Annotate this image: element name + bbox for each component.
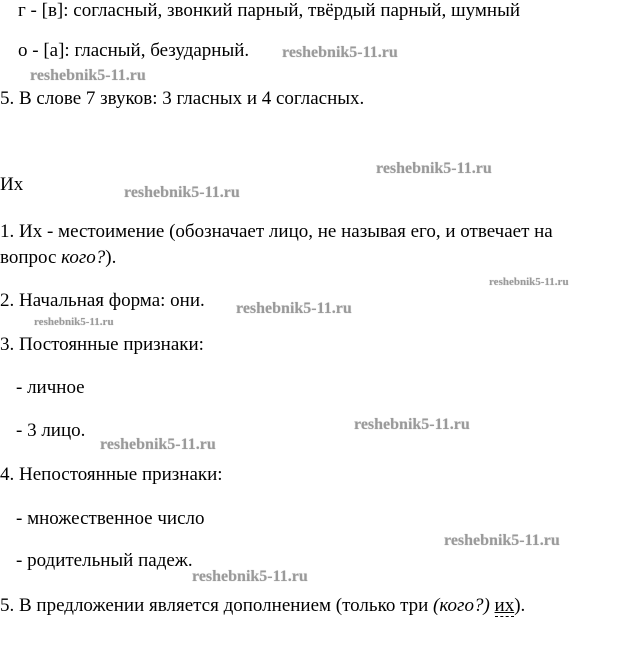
analysis-item-4: 4. Непостоянные признаки: — [0, 464, 223, 485]
watermark: reshebnik5-11.ru — [192, 568, 308, 585]
question-word: кого? — [61, 247, 106, 268]
analysis-item-5 — [0, 595, 525, 617]
phonetic-line-o: о - [а]: гласный, безударный. — [18, 40, 250, 61]
watermark: reshebnik5-11.ru — [30, 67, 146, 84]
watermark: reshebnik5-11.ru — [489, 276, 569, 288]
syntax-role-text: 5. В предложении является дополнением (только три — [0, 595, 434, 616]
variable-feature-1: - множественное число — [16, 508, 205, 529]
watermark: reshebnik5-11.ru — [236, 300, 352, 317]
constant-feature-1: - личное — [16, 377, 85, 398]
watermark: reshebnik5-11.ru — [444, 532, 560, 549]
question-suffix: ). — [105, 247, 117, 268]
question-prefix: вопрос — [0, 247, 62, 268]
watermark: reshebnik5-11.ru — [282, 44, 398, 61]
analysis-item-1: 1. Их - местоимение (обозначает лицо, не называя его, и отвечает на — [0, 221, 553, 242]
object-word: их — [494, 595, 515, 616]
constant-feature-2: - 3 лицо. — [16, 420, 86, 441]
watermark: reshebnik5-11.ru — [124, 184, 240, 201]
watermark: reshebnik5-11.ru — [100, 436, 216, 453]
space — [490, 595, 495, 616]
watermark: reshebnik5-11.ru — [354, 416, 470, 433]
syntax-role-end: ). — [514, 595, 526, 616]
word-heading: Их — [0, 174, 24, 195]
syntax-question: (кого?) — [433, 595, 490, 616]
variable-feature-2: - родительный падеж. — [16, 550, 193, 571]
analysis-item-2: 2. Начальная форма: они. — [0, 290, 205, 311]
phonetic-line-g: г - [в]: согласный, звонкий парный, твёрдый парный, шумный — [18, 0, 521, 21]
watermark: reshebnik5-11.ru — [376, 160, 492, 177]
watermark: reshebnik5-11.ru — [34, 316, 114, 328]
analysis-item-3: 3. Постоянные признаки: — [0, 334, 204, 355]
analysis-item-1-continued — [0, 247, 116, 269]
sound-count-line: 5. В слове 7 звуков: 3 гласных и 4 согласных. — [0, 88, 365, 109]
